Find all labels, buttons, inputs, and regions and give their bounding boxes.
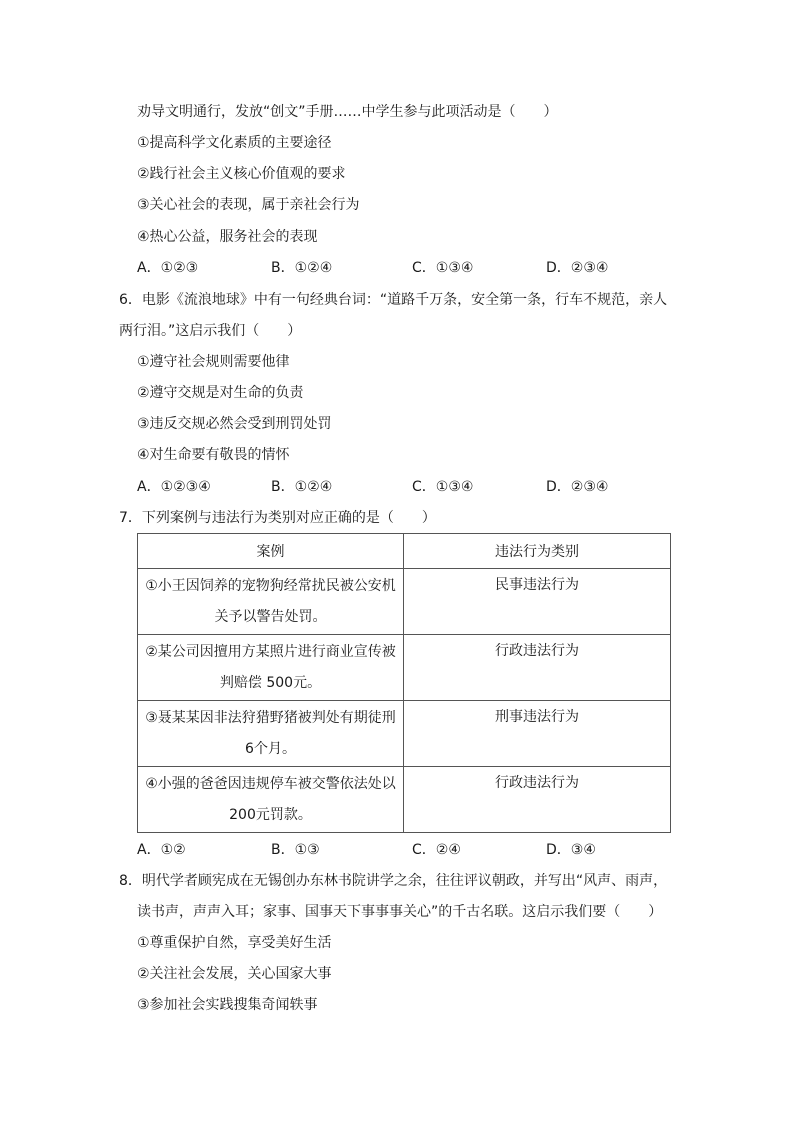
q6-item-2: ②遵守交规是对生命的负责 [137,385,304,401]
q6-item-3: ③违反交规必然会受到刑罚处罚 [137,416,332,432]
q8-stem-line1: 8．明代学者顾宪成在无锡创办东林书院讲学之余，往往评议朝政，并写出“风声、雨声， [119,873,668,889]
table-cell-case: ③聂某某因非法狩猎野猪被判处有期徒刑 6个月。 [138,701,404,767]
q8-item-2: ②关注社会发展，关心国家大事 [137,966,332,982]
q5-item-3: ③关心社会的表现，属于亲社会行为 [137,197,360,213]
q7-options [137,840,667,860]
q8-stem-line2: 读书声，声声入耳；家事、国事天下事事事关心”的千古名联。这启示我们要（ ） [137,904,663,920]
table-header-row [138,534,671,569]
table-header-category: 违法行为类别 [404,534,671,569]
table-cell-category: 行政违法行为 [404,635,671,701]
q5-options [137,258,667,278]
q5-option-a: A．①②③ [137,260,199,276]
table-row [138,569,671,635]
q5-option-d: D．②③④ [546,260,609,276]
q6-options [137,477,667,497]
q7-option-b: B．①③ [271,842,320,858]
q7-option-a: A．①② [137,842,186,858]
q6-option-a: A．①②③④ [137,479,211,495]
q8-item-3: ③参加社会实践搜集奇闻轶事 [137,997,318,1013]
q8-item-1: ①尊重保护自然，享受美好生活 [137,935,332,951]
table-cell-category: 刑事违法行为 [404,701,671,767]
q5-option-b: B．①②④ [271,260,333,276]
q7-option-d: D．③④ [546,842,596,858]
table-cell-case: ④小强的爸爸因违规停车被交警依法处以 200元罚款。 [138,767,404,833]
q5-item-2: ②践行社会主义核心价值观的要求 [137,166,346,182]
q7-stem: 7．下列案例与违法行为类别对应正确的是（ ） [119,510,436,526]
q6-item-4: ④对生命要有敬畏的情怀 [137,447,290,463]
q6-stem-line2: 两行泪。”这启示我们（ ） [119,323,302,339]
table-row [138,767,671,833]
table-cell-category: 民事违法行为 [404,569,671,635]
table-cell-case: ②某公司因擅用方某照片进行商业宣传被 判赔偿 500元。 [138,635,404,701]
q5-item-4: ④热心公益，服务社会的表现 [137,229,318,245]
q6-option-d: D．②③④ [546,479,609,495]
q5-stem-tail: 劝导文明通行，发放“创文”手册……中学生参与此项活动是（ ） [137,104,558,120]
table-cell-category: 行政违法行为 [404,767,671,833]
q6-stem-line1: 6．电影《流浪地球》中有一句经典台词：“道路千万条，安全第一条，行车不规范，亲人 [119,292,668,308]
table-row [138,635,671,701]
table-row [138,701,671,767]
table-cell-case: ①小王因饲养的宠物狗经常扰民被公安机 关予以警告处罚。 [138,569,404,635]
table-header-case: 案例 [138,534,404,569]
q5-item-1: ①提高科学文化素质的主要途径 [137,135,332,151]
q6-option-c: C．①③④ [412,479,474,495]
q6-option-b: B．①②④ [271,479,333,495]
q7-case-table [137,533,671,833]
q7-option-c: C．②④ [412,842,461,858]
q6-item-1: ①遵守社会规则需要他律 [137,354,290,370]
q5-option-c: C．①③④ [412,260,474,276]
